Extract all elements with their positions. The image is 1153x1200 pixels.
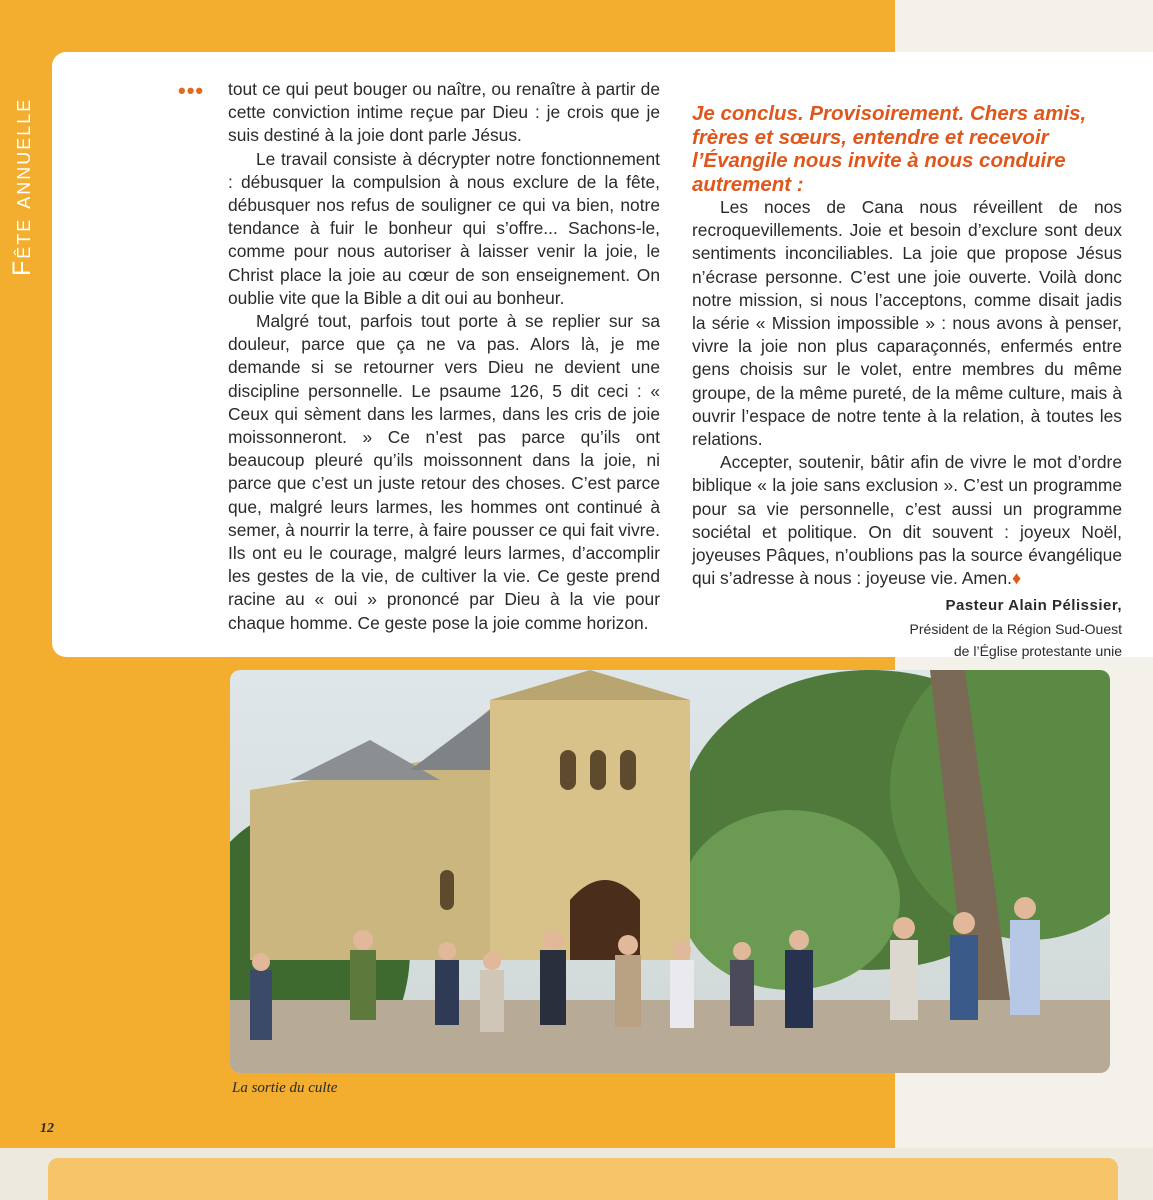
paragraph: Le travail consiste à décrypter notre fonctionnement : débusquer la compulsion à nous exclure de la fête, débusquer nos refus de souligner ce qui va bien, notre tendance à fuir le bonheur qui s’offre... Sachons-le, comme pour nous autoriser à laisser venir la joie, le Christ place la joie au cœur de son enseignement. On oublie vite que la Bible a dit oui au bonheur. [228, 148, 660, 308]
article-left-column [228, 78, 660, 635]
paragraph: tout ce qui peut bouger ou naître, ou renaître à partir de cette conviction intime reçue par Dieu : je crois que je suis destiné à la joie dont parle Jésus. [228, 79, 660, 146]
conclusion-headline: Je conclus. Provisoirement. Chers amis, frères et sœurs, entendre et recevoir l’Évangile nous invite à nous conduire autrement : [692, 102, 1087, 196]
paragraph: Les noces de Cana nous réveillent de nos recroquevillements. Joie et besoin d’exclure sont deux sentiments inconciliables. La joie que propose Jésus n’écrase personne. C’est une joie ouverte. Voilà donc notre mission, si nous l’acceptons, comme disait jadis la série « Mission impossible » : nous avons à penser, vivre la joie non plus caparaçonnés, enfermés entre gens choisis sur le volet, entre membres du même groupe, de la même pureté, de la même culture, mais à ouvrir l’espace de notre tente à la relation, à toutes les relations. [692, 197, 1122, 450]
orange-top-tab [0, 0, 895, 45]
page-number: 12 [40, 1121, 54, 1136]
author-name: Pasteur Alain Pélissier, [945, 597, 1122, 615]
paragraph [692, 451, 1122, 590]
next-page-orange-edge [48, 1158, 1118, 1200]
author-role-line2: de l’Église protestante unie [953, 642, 1122, 659]
signature [692, 594, 1122, 661]
end-diamond-icon: ♦ [1011, 568, 1022, 589]
author-role-line1: Président de la Région Sud-Ouest [909, 620, 1122, 637]
church-photo [230, 670, 1110, 1073]
article-right-column [692, 78, 1122, 662]
paragraph-text: Accepter, soutenir, bâtir afin de vivre le mot d’ordre biblique « la joie sans exclusion ». C’est un programme pour sa vie personnelle, c’est aussi un programme sociétal et politique. On dit souvent : joyeux Noël, joyeuses Pâques, n’oublions pas la source évangélique qui s’adresse à nous : joyeuse vie. Amen. [692, 452, 1122, 589]
church-photo-illustration [230, 670, 1110, 1073]
photo-caption: La sortie du culte [232, 1080, 338, 1096]
paragraph: Malgré tout, parfois tout porte à se replier sur sa douleur, parce que ça ne va pas. Alors là, je me demande si se retourner vers Dieu ne devient une discipline personnelle. Le psaume 126, 5 dit ceci : « Ceux qui sèment dans les larmes, dans les cris de joie moissonneront. » Ce n’est pas parce qu’ils ont beaucoup pleuré qu’ils moissonnent dans la joie, ni parce que c’est un juste retour des choses. C’est parce que, malgré leurs larmes, les hommes ont continué à semer, à nourrir la terre, à faire pousser ce qui fait vivre. Ils ont eu le courage, malgré leurs larmes, d’accomplir les gestes de la vie, de cultiver la vie. Ce geste prend racine au « oui » prononcé par Dieu à la vie pour chaque homme. Ce geste pose la joie comme horizon. [228, 311, 660, 633]
section-label: Fête annuelle [8, 97, 36, 276]
continuation-marker: ••• [178, 78, 205, 103]
